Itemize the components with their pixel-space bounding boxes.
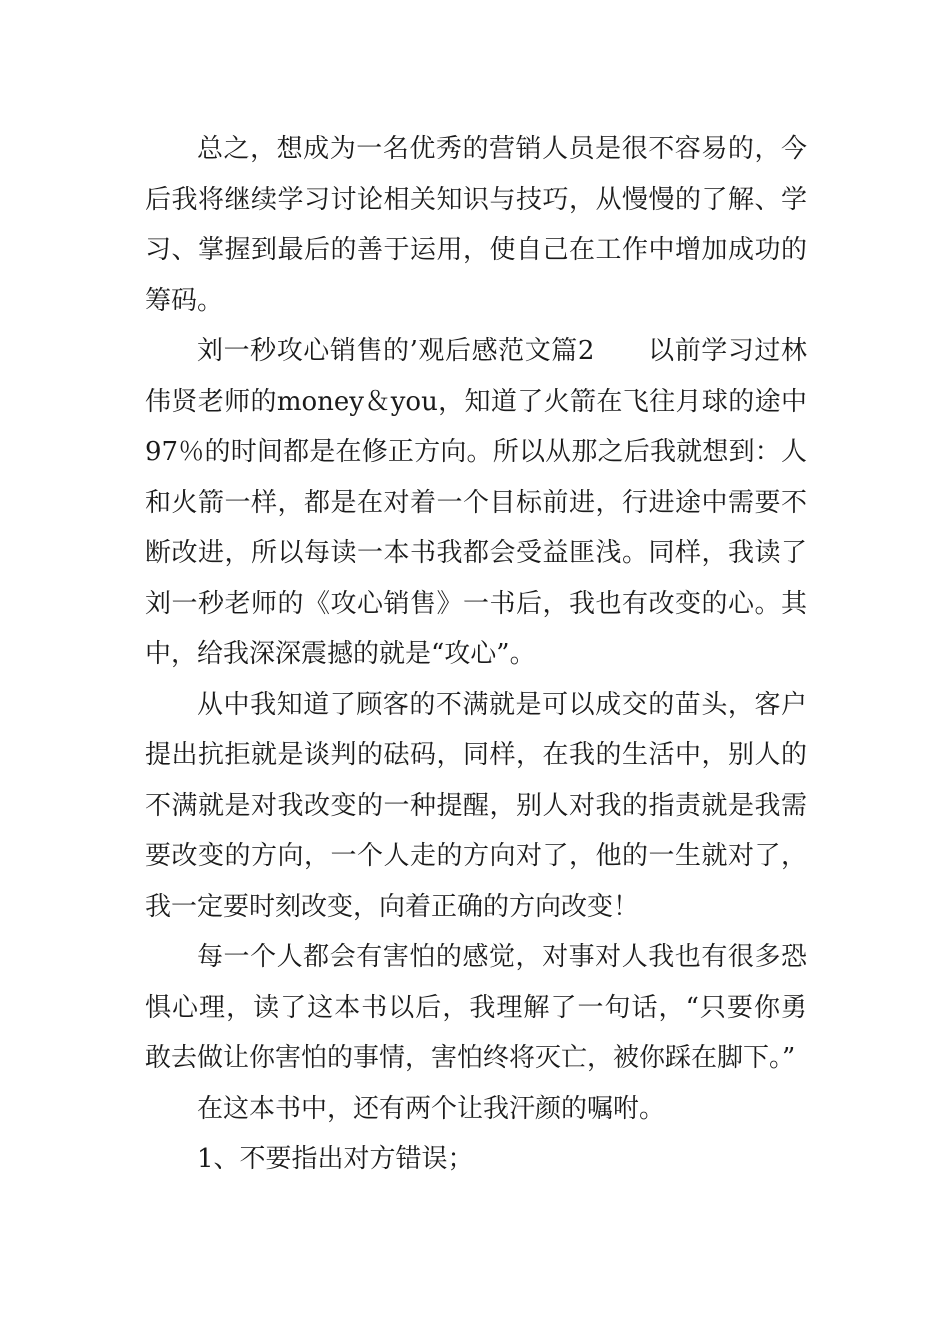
paragraph-article-2-intro: 刘一秒攻心销售的’观后感范文篇2 以前学习过林伟贤老师的money＆you，知道了火箭在飞往月球的途中97％的时间都是在修正方向。所以从那之后我就想到：人和火箭一样，都是在对着一个目标前进，行进途中需要不断改进，所以每读一本书我都会受益匪浅。同样，我读了刘一秒老师的《攻心销售》一书后，我也有改变的心。其中，给我深深震撼的就是“攻心”。 [145, 336, 807, 669]
paragraph-conclusion: 总之，想成为一名优秀的营销人员是很不容易的，今后我将继续学习讨论相关知识与技巧，从慢慢的了解、学习、掌握到最后的善于运用，使自己在工作中增加成功的筹码。 [145, 134, 807, 316]
paragraph-two-reminders: 在这本书中，还有两个让我汗颜的嘱咐。 [197, 1093, 666, 1124]
list-item-1: 1、不要指出对方错误； [197, 1144, 474, 1174]
document-body [145, 124, 807, 1185]
paragraph-customer-dissatisfaction: 从中我知道了顾客的不满就是可以成交的苗头，客户提出抗拒就是谈判的砝码，同样，在我的生活中，别人的不满就是对我改变的一种提醒，别人对我的指责就是我需要改变的方向，一个人走的方向对了，他的一生就对了，我一定要时刻改变，向着正确的方向改变！ [145, 689, 807, 922]
paragraph-fear: 每一个人都会有害怕的感觉，对事对人我也有很多恐惧心理，读了这本书以后，我理解了一句话，“只要你勇敢去做让你害怕的事情，害怕终将灭亡，被你踩在脚下。” [145, 942, 807, 1073]
